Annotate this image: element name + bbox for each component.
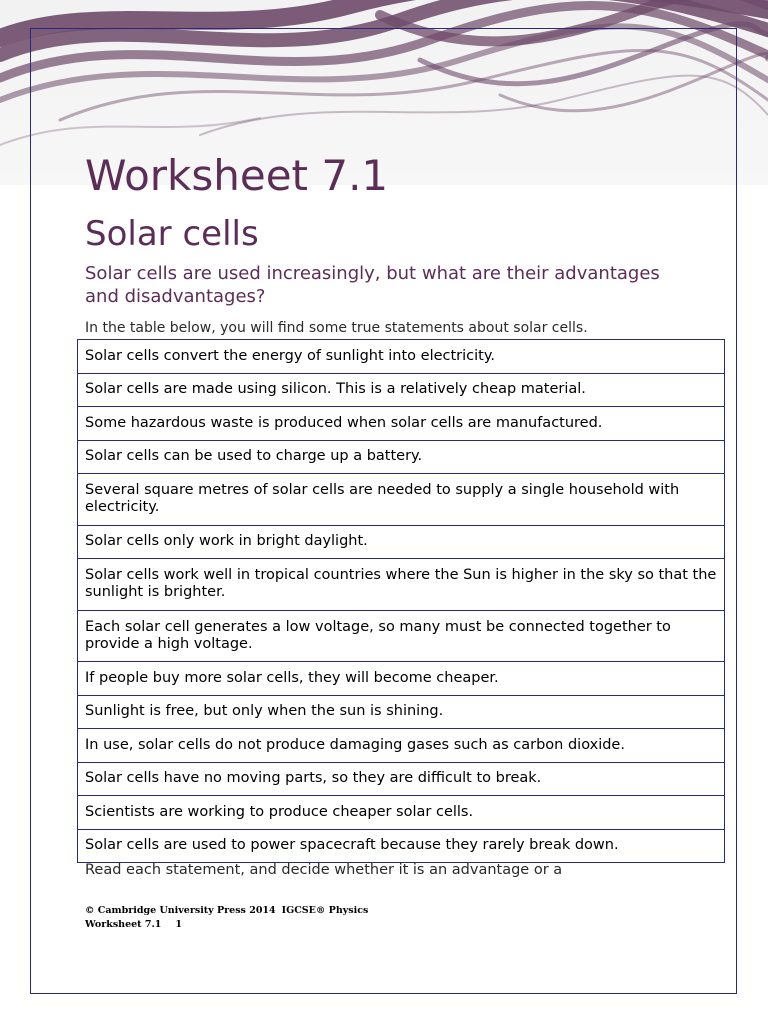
footer-worksheet-label: Worksheet 7.1 — [85, 919, 162, 930]
intro-text: In the table below, you will find some true statements about solar cells. — [85, 320, 588, 336]
table-row — [78, 796, 725, 830]
table-row — [78, 610, 725, 662]
table-row — [78, 525, 725, 559]
table-row — [78, 729, 725, 763]
statement-cell: Several square metres of solar cells are needed to supply a single household with electricity. — [78, 474, 725, 526]
statement-cell: Solar cells convert the energy of sunlight into electricity. — [78, 340, 725, 374]
statement-cell: Each solar cell generates a low voltage, so many must be connected together to provide a high voltage. — [78, 610, 725, 662]
guiding-question: Solar cells are used increasingly, but what are their advantages and disadvantages? — [85, 263, 660, 307]
page-footer — [85, 904, 368, 932]
table-row — [78, 662, 725, 696]
statement-cell: Scientists are working to produce cheaper solar cells. — [78, 796, 725, 830]
statement-cell: Solar cells only work in bright daylight. — [78, 525, 725, 559]
table-row — [78, 829, 725, 863]
page-number: 1 — [175, 919, 183, 930]
statement-cell: Solar cells are used to power spacecraft because they rarely break down. — [78, 829, 725, 863]
statement-cell: Solar cells have no moving parts, so they are difficult to break. — [78, 762, 725, 796]
table-row — [78, 373, 725, 407]
statement-cell: Solar cells work well in tropical countries where the Sun is higher in the sky so that the sunlight is brighter. — [78, 559, 725, 611]
statement-cell: If people buy more solar cells, they will become cheaper. — [78, 662, 725, 696]
course-name: IGCSE® Physics — [281, 905, 369, 916]
table-row — [78, 340, 725, 374]
table-row — [78, 695, 725, 729]
table-row — [78, 762, 725, 796]
table-row — [78, 559, 725, 611]
statement-cell: Solar cells are made using silicon. This is a relatively cheap material. — [78, 373, 725, 407]
statement-cell: Solar cells can be used to charge up a battery. — [78, 440, 725, 474]
table-row — [78, 440, 725, 474]
table-row — [78, 474, 725, 526]
copyright-notice: © Cambridge University Press 2014 — [85, 905, 276, 916]
statement-cell: Some hazardous waste is produced when solar cells are manufactured. — [78, 407, 725, 441]
worksheet-title: Worksheet 7.1 — [85, 151, 389, 200]
statement-cell: In use, solar cells do not produce damaging gases such as carbon dioxide. — [78, 729, 725, 763]
statement-cell: Sunlight is free, but only when the sun is shining. — [78, 695, 725, 729]
table-row — [78, 407, 725, 441]
worksheet-subtitle: Solar cells — [85, 214, 259, 254]
statements-table — [77, 339, 725, 863]
instruction-text: Read each statement, and decide whether it is an advantage or a — [85, 862, 563, 878]
